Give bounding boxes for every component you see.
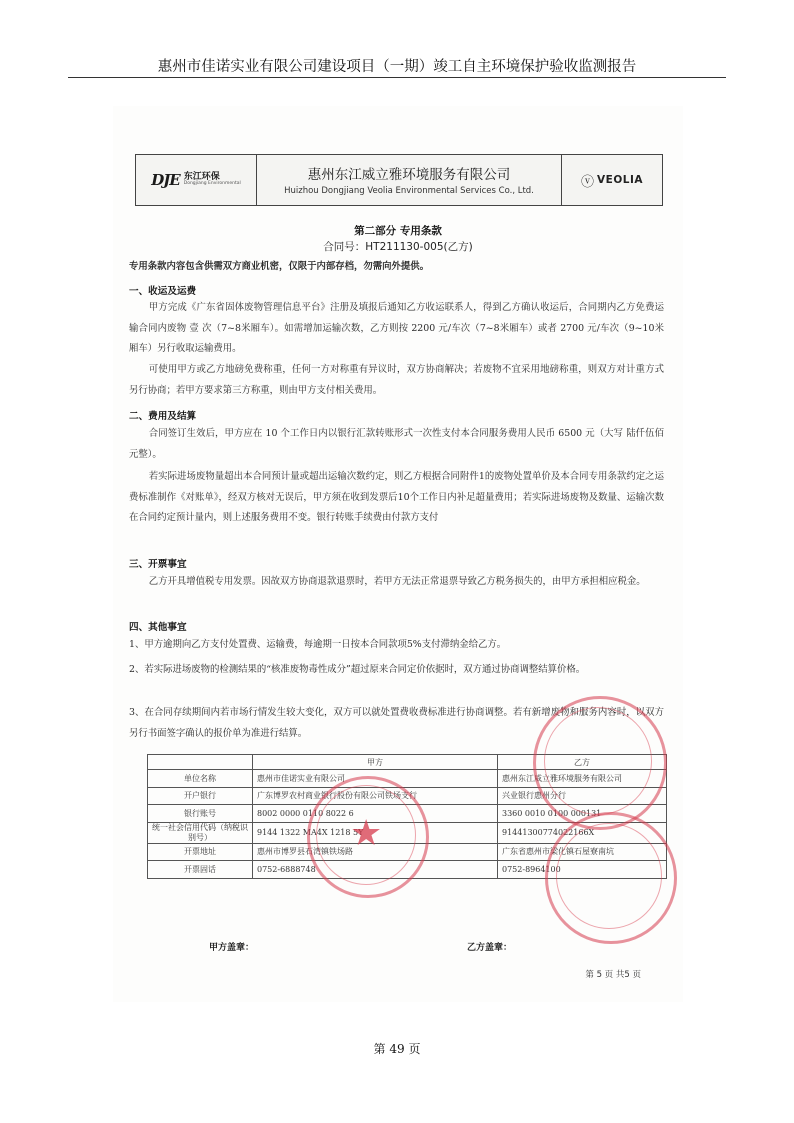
row-label: 开户银行 — [148, 787, 253, 805]
party-b-value: 3360 0010 0100 000131 — [498, 805, 667, 823]
party-a-seal-label: 甲方盖章： — [209, 943, 255, 953]
party-a-value: 8002 0000 0110 8022 6 — [253, 805, 498, 823]
table-row — [148, 770, 667, 788]
row-label: 单位名称 — [148, 770, 253, 788]
section-heading-1: 一、收运及运费 — [129, 286, 197, 297]
section-heading-2: 二、费用及结算 — [129, 411, 197, 422]
veolia-icon: ⓥ — [581, 174, 595, 190]
row-label: 开票固话 — [148, 861, 253, 879]
table-header-row — [148, 755, 667, 770]
party-a-value: 惠州市佳诺实业有限公司 — [253, 770, 498, 788]
row-label: 统一社会信用代码（纳税识别号） — [148, 822, 253, 843]
row-label: 银行账号 — [148, 805, 253, 823]
veolia-logo — [561, 155, 662, 205]
table-header-empty — [148, 755, 253, 770]
party-a-value: 9144 1322 MA4X 1218 5Y — [253, 822, 498, 843]
party-a-value: 0752-6888748 — [253, 861, 498, 879]
page-number: 第 49 页 — [373, 1042, 421, 1056]
table-row — [148, 822, 667, 843]
company-name-cn: 惠州东江威立雅环境服务有限公司 — [307, 167, 511, 183]
dje-brand-cn: 东江环保 — [183, 171, 220, 182]
dje-logo-mark: DJE — [151, 171, 180, 189]
veolia-wordmark: VEOLIA — [597, 174, 643, 186]
section-heading-4: 四、其他事宜 — [129, 622, 187, 633]
dje-brand — [184, 173, 241, 187]
dje-brand-en: Dongjiang Environmental — [183, 181, 241, 187]
confidential-note: 专用条款内容包含供需双方商业机密，仅限于内部存档，勿需向外提供。 — [129, 261, 430, 272]
letterhead — [135, 154, 663, 206]
contract-number: 合同号：HT211130-005(乙方) — [323, 241, 473, 253]
party-b-value: 广东省惠州市梁化镇石屋寮南坑 — [498, 843, 667, 861]
table-row — [148, 843, 667, 861]
section-2-paragraph-2: 若实际进场废物量超出本合同预计量或超出运输次数约定，则乙方根据合同附件1的废物处置单价及本合同专用条款约定之运费标准制作《对账单》，经双方核对无误后，甲方须在收到发票后10个工作日内补足超量费用；若实际进场废物及数量、运输次数在合同约定预计量内，则上述服务费用不变。银行转账手续费由付款方支付 — [129, 471, 664, 523]
report-header: 惠州市佳诺实业有限公司建设项目（一期）竣工自主环境保护验收监测报告 — [157, 59, 637, 75]
party-a-value: 惠州市博罗县石湾镇铁场路 — [253, 843, 498, 861]
table-row — [148, 861, 667, 879]
header-divider — [68, 77, 726, 78]
party-info-table — [147, 754, 667, 879]
party-a-value: 广东博罗农村商业银行股份有限公司铁场支行 — [253, 787, 498, 805]
section-heading-3: 三、开票事宜 — [129, 559, 187, 570]
seal-star-icon: ★ — [350, 813, 383, 854]
scanned-contract-page — [113, 106, 683, 1002]
party-b-value: 0752-8964100 — [498, 861, 667, 879]
section-4-item-1: 1、甲方逾期向乙方支付处置费、运输费，每逾期一日按本合同款项5%支付滞纳金给乙方。 — [129, 639, 507, 650]
party-b-value: 91441300774022166X — [498, 822, 667, 843]
table-row — [148, 805, 667, 823]
section-1-paragraph-1: 甲方完成《广东省固体废物管理信息平台》注册及填报后通知乙方收运联系人，得到乙方确认收运后，合同期内乙方免费运输合同内废物 壹 次（7~8米厢车）。如需增加运输次数，乙方则按 2200 元/车次（7~8米厢车）或者 2700 元/车次（9~10米厢车）另行收取运输费用。 — [129, 302, 664, 354]
company-name-en: Huizhou Dongjiang Veolia Environmental Services Co., Ltd. — [284, 186, 534, 196]
section-4-item-2: 2、若实际进场废物的检测结果的“核准废物毒性成分”超过原来合同定价依据时，双方通过协商调整结算价格。 — [129, 664, 586, 675]
dje-logo — [136, 155, 257, 205]
row-label: 开票地址 — [148, 843, 253, 861]
part-title: 第二部分 专用条款 — [354, 225, 442, 237]
table-header-party-a: 甲方 — [253, 755, 498, 770]
inner-page-indicator: 第 5 页 共5 页 — [585, 970, 641, 980]
party-b-value: 兴业银行惠州分行 — [498, 787, 667, 805]
section-4-item-3: 3、在合同存续期间内若市场行情发生较大变化，双方可以就处置费收费标准进行协商调整。若有新增废物和服务内容时，以双方另行书面签字确认的报价单为准进行结算。 — [129, 707, 664, 739]
section-1-paragraph-2: 可使用甲方或乙方地磅免费称重，任何一方对称重有异议时，双方协商解决；若废物不宜采用地磅称重，则双方对计重方式另行协商；若甲方要求第三方称重，则由甲方支付相关费用。 — [129, 364, 664, 396]
section-3-paragraph-1: 乙方开具增值税专用发票。因故双方协商退款退票时，若甲方无法正常退票导致乙方税务损失的，由甲方承担相应税金。 — [148, 576, 646, 587]
letterhead-company — [257, 155, 561, 205]
table-row — [148, 787, 667, 805]
table-header-party-b: 乙方 — [498, 755, 667, 770]
party-b-value: 惠州东江威立雅环境服务有限公司 — [498, 770, 667, 788]
section-2-paragraph-1: 合同签订生效后，甲方应在 10 个工作日内以银行汇款转账形式一次性支付本合同服务费用人民币 6500 元（大写 陆仟伍佰 元整）。 — [129, 428, 664, 460]
party-b-seal-label: 乙方盖章： — [467, 943, 513, 953]
